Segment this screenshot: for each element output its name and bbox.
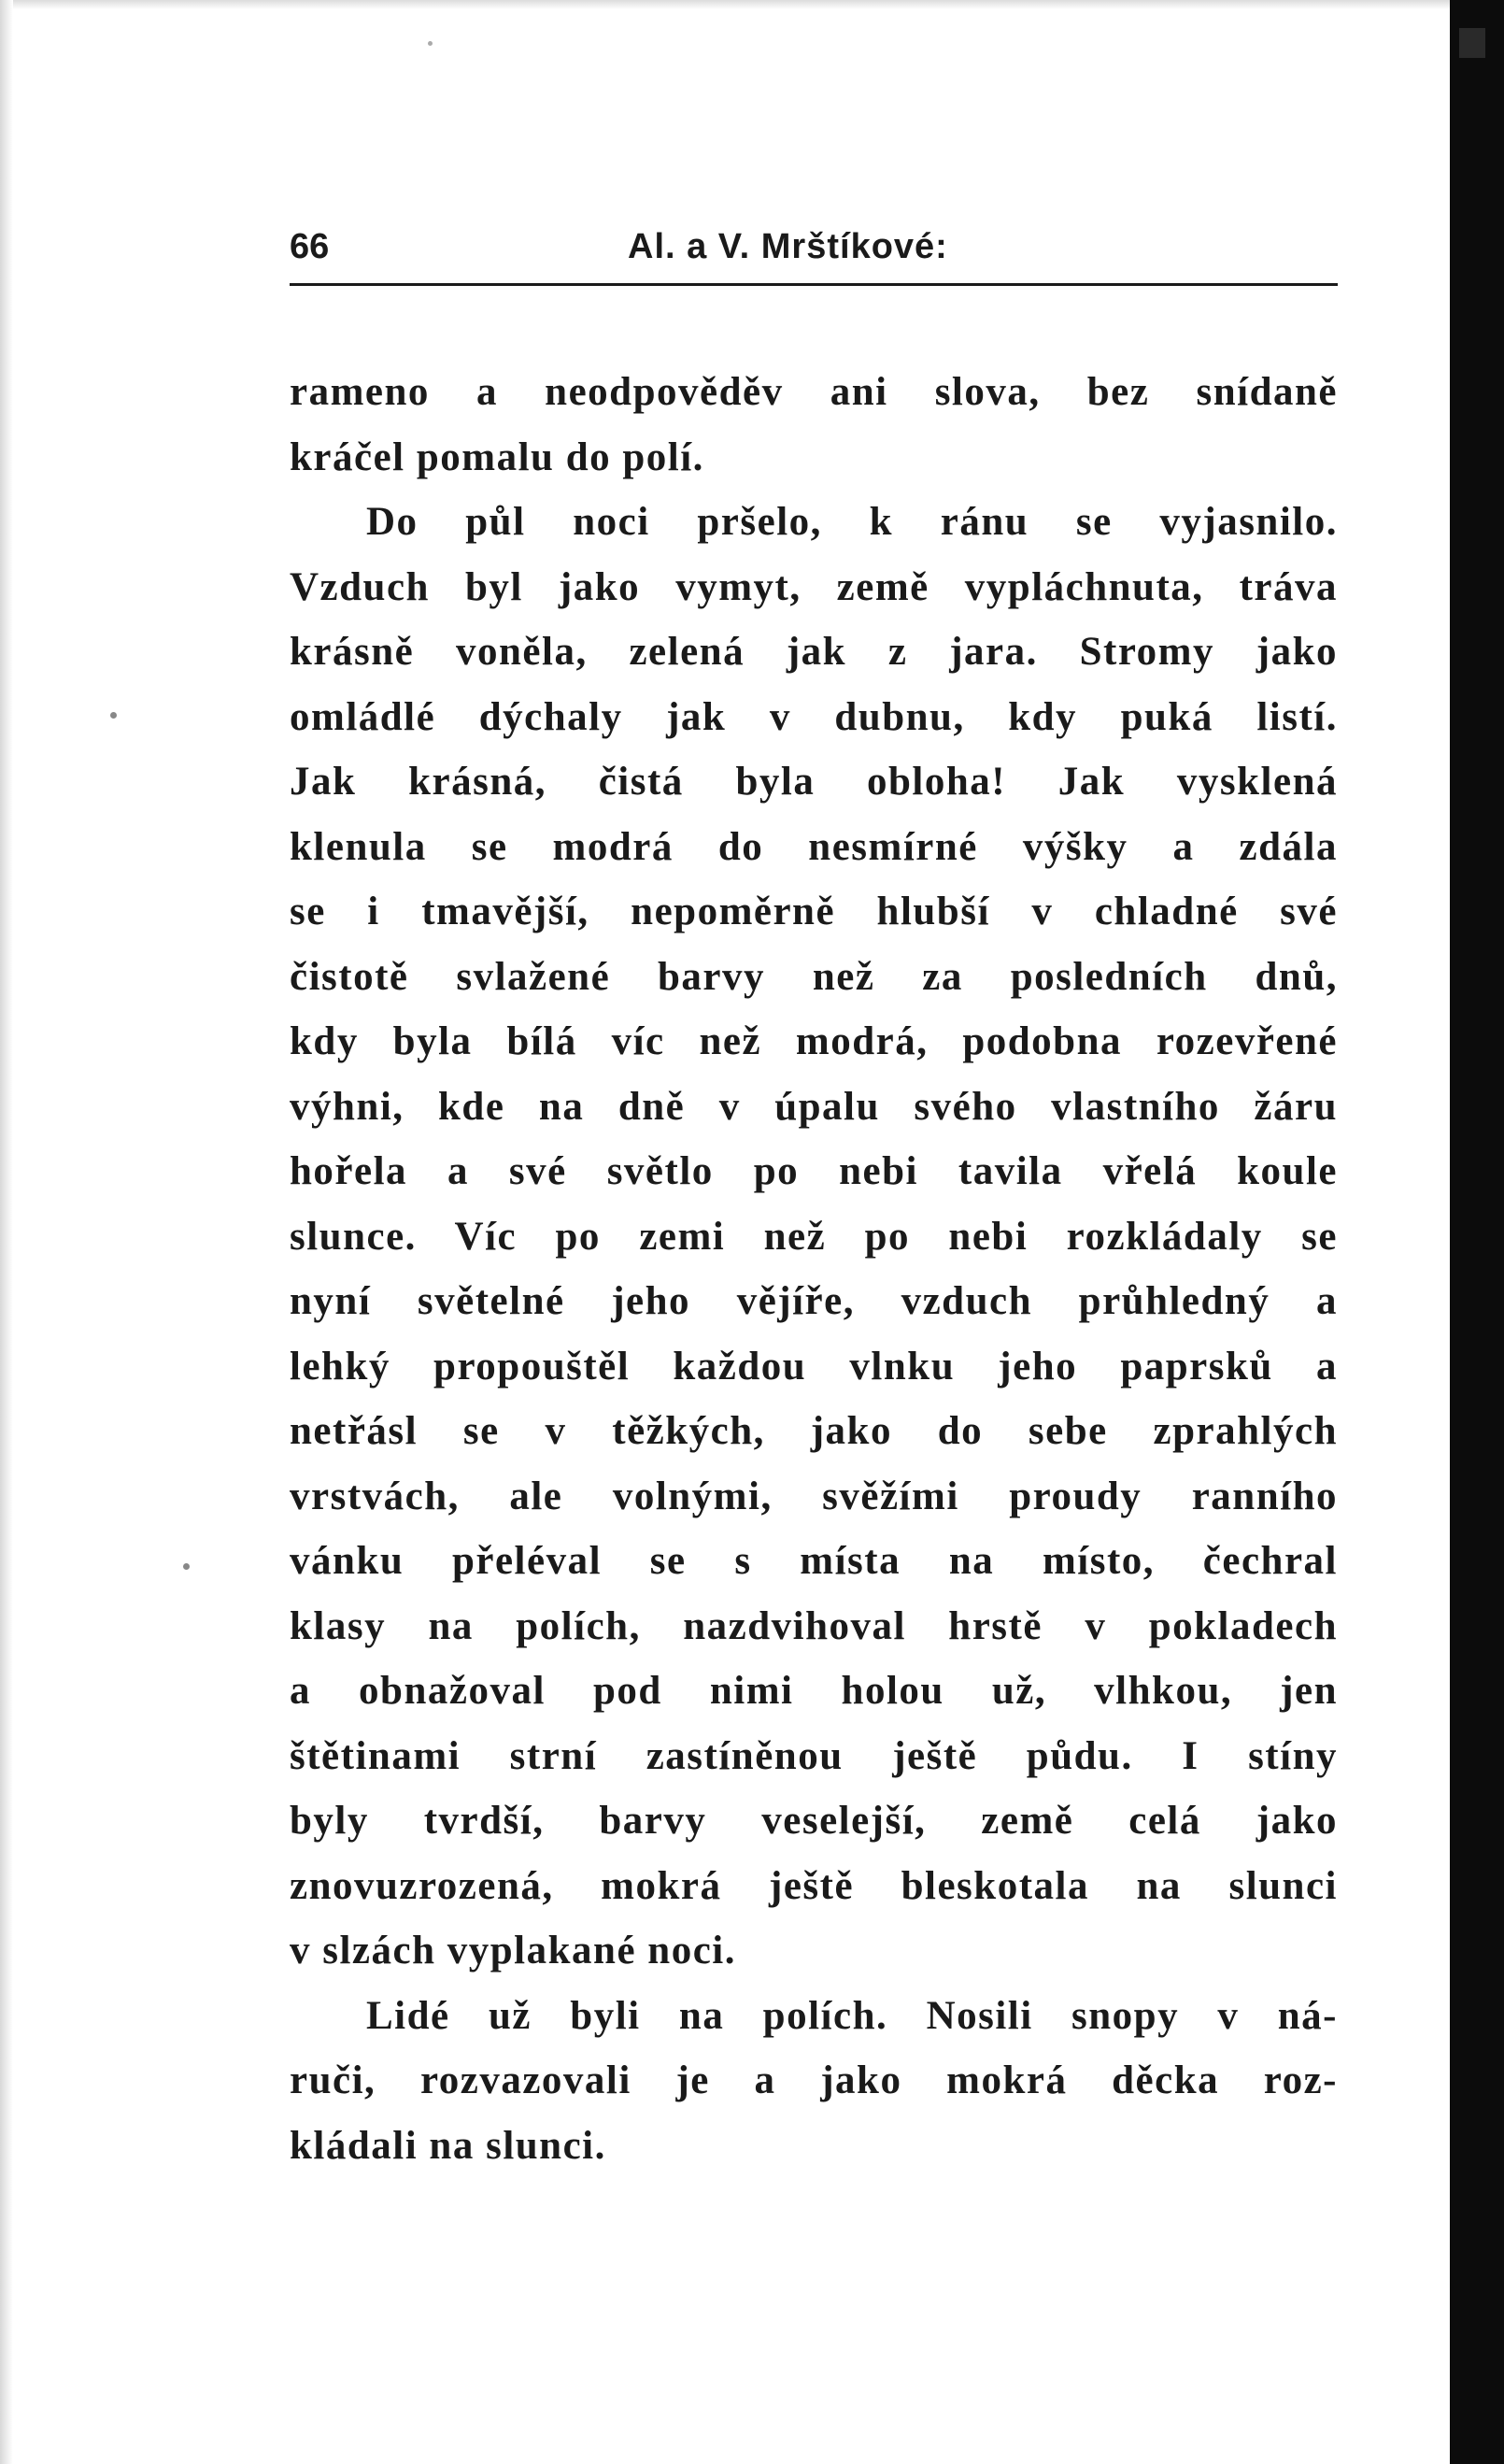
- paragraph-3: [290, 1984, 1338, 2179]
- text-line: byly tvrdší, barvy veselejší, země celá jako: [290, 1799, 1338, 1843]
- scan-speck: [110, 712, 117, 719]
- running-title: Al. a V. Mrštíkové:: [628, 227, 948, 266]
- text-line: znovuzrozená, mokrá ještě bleskotala na slunci: [290, 1863, 1338, 1908]
- scan-edge-left: [0, 0, 13, 2464]
- text-line: lehký propouštěl každou vlnku jeho paprsků a: [290, 1344, 1338, 1389]
- page-number: 66: [290, 227, 330, 266]
- page-header: [290, 220, 1338, 285]
- text-line: klenula se modrá do nesmírné výšky a zdála: [290, 824, 1338, 869]
- text-line: slunce. Víc po zemi než po nebi rozkládaly se: [290, 1214, 1338, 1259]
- scan-border-notch: [1459, 28, 1485, 58]
- header-rule: [290, 283, 1338, 286]
- text-line: omládlé dýchaly jak v dubnu, kdy puká listí.: [290, 694, 1338, 739]
- text-line: Lidé už byli na polích. Nosili snopy v ná-: [366, 1993, 1338, 2038]
- text-line: klasy na polích, nazdvihoval hrstě v pokladech: [290, 1603, 1338, 1648]
- text-line: nyní světelné jeho vějíře, vzduch průhledný a: [290, 1279, 1338, 1323]
- text-line: vánku přeléval se s místa na místo, čechral: [290, 1539, 1338, 1583]
- body-text: [290, 360, 1338, 2178]
- text-line: netřásl se v těžkých, jako do sebe zprahlých: [290, 1409, 1338, 1453]
- text-line: kdy byla bílá víc než modrá, podobna rozevřené: [290, 1019, 1338, 1063]
- book-page: [290, 220, 1338, 2168]
- scan-speck: [183, 1563, 190, 1570]
- scan-border-right: [1450, 0, 1504, 2464]
- text-line: v slzách vyplakané noci.: [290, 1929, 736, 1973]
- text-line: kráčel pomalu do polí.: [290, 434, 704, 479]
- text-line: hořela a své světlo po nebi tavila vřelá koule: [290, 1149, 1338, 1193]
- text-line: štětinami strní zastíněnou ještě půdu. I stíny: [290, 1733, 1338, 1778]
- paragraph-1: [290, 360, 1338, 490]
- text-line: kládali na slunci.: [290, 2123, 606, 2168]
- scan-speck: [428, 41, 433, 46]
- scan-edge-top: [0, 0, 1504, 9]
- text-line: Jak krásná, čistá byla obloha! Jak vysklená: [290, 760, 1338, 804]
- text-line: ruči, rozvazovali je a jako mokrá děcka roz-: [290, 2058, 1338, 2102]
- text-line: rameno a neodpověděv ani slova, bez snídaně: [290, 370, 1338, 414]
- text-line: vrstvách, ale volnými, svěžími proudy ranního: [290, 1474, 1338, 1518]
- text-line: se i tmavější, nepoměrně hlubší v chladné své: [290, 890, 1338, 933]
- text-line: Do půl noci pršelo, k ránu se vyjasnilo.: [366, 500, 1338, 544]
- text-line: čistotě svlažené barvy než za posledních dnů,: [290, 954, 1338, 999]
- text-line: krásně voněla, zelená jak z jara. Stromy jako: [290, 630, 1338, 674]
- paragraph-2: [290, 490, 1338, 1984]
- text-line: výhni, kde na dně v úpalu svého vlastního žáru: [290, 1084, 1338, 1129]
- text-line: a obnažoval pod nimi holou už, vlhkou, jen: [290, 1669, 1338, 1713]
- text-line: Vzduch byl jako vymyt, země vypláchnuta, tráva: [290, 564, 1338, 609]
